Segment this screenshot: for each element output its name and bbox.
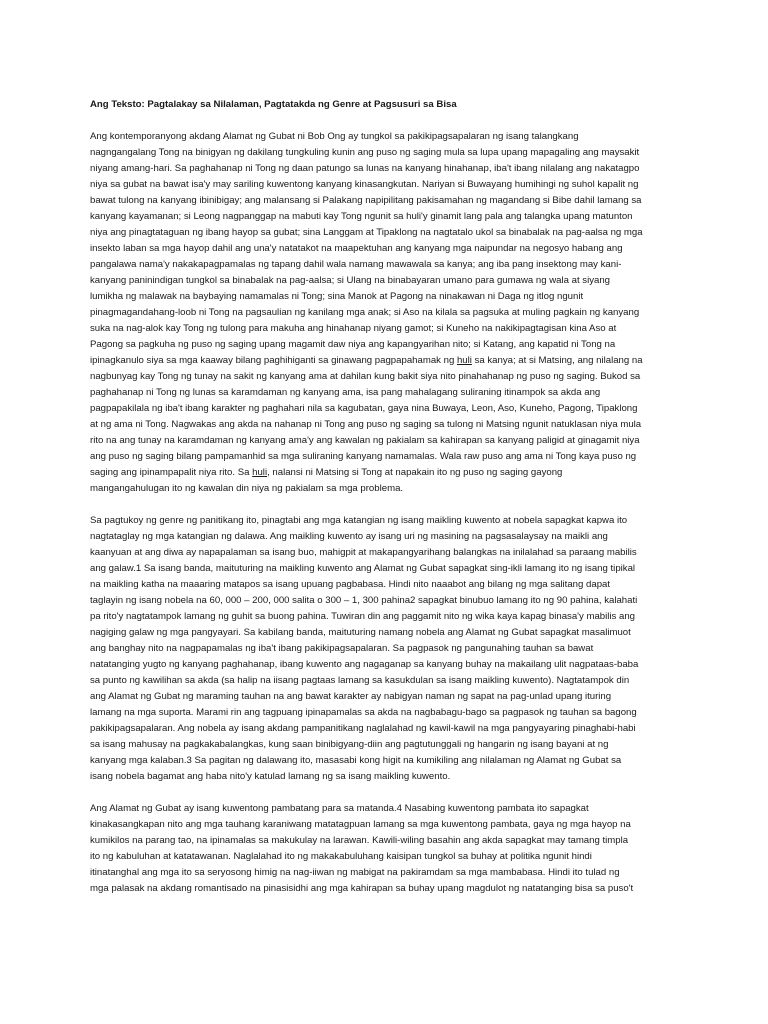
paragraph-line: nagbunyag kay Tong ng tunay na sakit ng kanyang ama at dahilan kung bakit siya nito pinahahanap ng puso ng saging. Bukod sa — [90, 371, 641, 382]
paragraph-line: pakikipagsapalaran. Ang nobela ay isang akdang pampanitikang naglalahad ng kawil-kawil na mga pangyayaring pinaghabi-habi — [90, 723, 636, 734]
paragraph-line: sa isang mahusay na pagkakabalangkas, kung saan binibigyang-diin ang pagtutunggali ng hangarin ng isang bayani at ng — [90, 739, 609, 750]
document-title: Ang Teksto: Pagtalakay sa Nilalaman, Pagtatakda ng Genre at Pagsusuri sa Bisa — [90, 99, 457, 110]
paragraph-line: niyang amang-hari. Sa paghahanap ni Tong ng daan patungo sa lunas na kanyang hinahanap, iba't ibang nilalang ang nakatagpo — [90, 163, 640, 174]
paragraph-line: ipinagkanulo siya sa mga kaaway bilang paghihiganti sa ginawang pagpapahamak ng huli sa kanya; at si Matsing, ang nilalang na — [90, 355, 643, 366]
paragraph-line: ang Alamat ng Gubat ng maraming tauhan na ang bawat karakter ay nabigyan naman ng sapat na pag-unlad upang ituring — [90, 691, 612, 702]
paragraph-line: nagtataglay ng mga katangian ng dalawa. Ang maikling kuwento ay isang uri ng masining na pagsasalaysay na maikli ang — [90, 531, 608, 542]
paragraph-line: ito ng kabuluhan at katatawanan. Naglalahad ito ng makakabuluhang kaisipan tungkol sa buhay at politika ngunit hindi — [90, 851, 592, 862]
paragraph-line: nagiging galaw ng mga pangyayari. Sa kabilang banda, maituturing namang nobela ang Alamat ng Gubat sapagkat masalimuot — [90, 627, 631, 638]
paragraph-line: pagpapakilala ng iba't ibang karakter ng paghahari nila sa kagubatan, gaya nina Buwaya, Leon, Aso, Kuneho, Pagong, Tipaklong — [90, 403, 638, 414]
paragraph-children-story — [90, 801, 695, 897]
paragraph-line: sa punto ng kawilihan sa akda (sa halip na iisang pagtaas lamang sa kasukdulan sa isang maikling kuwento). Nagtatampok din — [90, 675, 630, 686]
paragraph-line: ang galaw.1 Sa isang banda, maituturing na maikling kuwento ang Alamat ng Gubat sapagkat sing-ikli lamang ito ng isang tipikal — [90, 563, 636, 574]
paragraph-line: suka na nag-alok kay Tong ng tulong para makuha ang hinahanap niyang gamot; si Kuneho na nakikipagtagisan kina Aso at — [90, 323, 617, 334]
paragraph-line: Pagong sa pagkuha ng puso ng saging upang magamit daw niya ang kapangyarihan nito; si Katang, ang kapatid ni Tong na — [90, 339, 616, 350]
paragraph-genre — [90, 513, 695, 785]
paragraph-line: itinatanghal ang mga ito sa seryosong himig na nag-iiwan ng mabigat na pakiramdam sa mga mambabasa. Hindi ito tulad ng — [90, 867, 620, 878]
underlined-word: huli — [456, 355, 472, 366]
paragraph-line: kumikilos na parang tao, na ipinamalas sa makukulay na larawan. Kawili-wiling basahin ang akda sapagkat may tamang timpla — [90, 835, 629, 846]
paragraph-line: ang banghay nito na nagpapamalas ng iba't ibang pakikipagsapalaran. Sa pagpasok ng pangunahing tauhan sa bawat — [90, 643, 594, 654]
paragraph-line: at ng ama ni Tong. Nagwakas ang akda na nahanap ni Tong ang puso ng saging sa tulong ni Matsing ngunit natuklasan niya mula — [90, 419, 642, 430]
paragraph-line: kanyang paninindigan tungkol sa binabalak na pag-aalsa; si Ulang na binabayaran umano para gumawa ng wala at siyang — [90, 275, 611, 286]
paragraph-line: isang nobela bagamat ang haba nito'y katulad lamang ng sa isang maikling kuwento. — [90, 771, 451, 782]
paragraph-line: niya ang pinagtataguan ng ibang hayop sa gubat; sina Langgam at Tipaklong na nagtatalo ukol sa binabalak na pag-aalsa ng mga — [90, 227, 643, 238]
paragraph-line: kanyang kayamanan; si Leong nagpanggap na mabuti kay Tong ngunit sa huli'y ginamit lang pala ang talangka upang matunton — [90, 211, 633, 222]
underlined-word: huli — [252, 467, 268, 478]
paragraph-line: nagngangalang Tong na binigyan ng dakilang tungkuling kunin ang puso ng saging mula sa lupa upang mapagaling ang maysakit — [90, 147, 640, 158]
paragraph-line: pa rito'y nagtatampok lamang ng guhit sa buong pahina. Tuwiran din ang paggamit nito ng wika kaya kapag binasa'y mabilis ang — [90, 611, 635, 622]
paragraph-line: na maikling katha na maaaring matapos sa isang upuang pagbabasa. Hindi nito naaabot ang bilang ng mga salitang dapat — [90, 579, 611, 590]
paragraph-line: niya sa gubat na bawat isa'y may sariling kuwentong kanyang kinasangkutan. Nariyan si Buwayang humihingi ng suhol kapalit ng — [90, 179, 639, 190]
paragraph-line: Ang Alamat ng Gubat ay isang kuwentong pambatang para sa matanda.4 Nasabing kuwentong pambata ito sapagkat — [90, 803, 589, 814]
document-body — [90, 97, 695, 913]
paragraph-line: insekto laban sa mga hayop dahil ang una'y natatakot na maapektuhan ang kanyang mga naipundar na negosyo habang ang — [90, 243, 623, 254]
paragraph-line: taglayin ng isang nobela na 60, 000 – 200, 000 salita o 300 – 1, 300 pahina2 sapagkat binubuo lamang ito ng 90 pahina, kalahati — [90, 595, 638, 606]
paragraph-line: rito na ang tunay na karamdaman ng kanyang ama'y ang kawalan ng pakialam sa kahirapan sa kanyang paligid at ginagamit niya — [90, 435, 640, 446]
paragraph-line: mangangahulugan ito ng kawalan din niya ng pakialam sa mga problema. — [90, 483, 404, 494]
paragraph-line: mga palasak na akdang romantisado na pinasisidhi ang mga kahirapan sa buhay upang magdulot ng natatanging bisa sa puso't — [90, 883, 634, 894]
paragraph-line: pangalawa nama'y nakakapagpamalas ng tapang dahil wala namang mawawala sa kanya; ang iba pang insektong may kani- — [90, 259, 622, 270]
paragraph-line: ang puso ng saging bilang pampamanhid sa mga suliraning kanyang namamalas. Wala raw puso ang ama ni Tong kaya puso ng — [90, 451, 637, 462]
paragraph-line: lamang na mga suporta. Marami rin ang tagpuang ipinapamalas sa akda na nagbabagu-bago sa pagpasok ng tauhan sa bagong — [90, 707, 637, 718]
paragraph-line: pinagmagandahang-loob ni Tong na pagsaulian ng kanilang mga anak; si Aso na kilala sa pagsuka at muling pagkain ng kanyang — [90, 307, 640, 318]
paragraph-line: kanyang mga kalaban.3 Sa pagitan ng dalawang ito, masasabi kong higit na kumikiling ang nilalaman ng Alamat ng Gubat sa — [90, 755, 622, 766]
paragraph-line: lumikha ng malawak na baybaying namamalas ni Tong; sina Manok at Pagong na ninakawan ni Daga ng itlog ngunit — [90, 291, 584, 302]
paragraph-line: Sa pagtukoy ng genre ng panitikang ito, pinagtabi ang mga katangian ng isang maikling kuwento at nobela sapagkat kapwa ito — [90, 515, 628, 526]
paragraph-line: saging ang ipinampapalit niya rito. Sa huli, nalansi ni Matsing si Tong at napakain ito ng puso ng saging gayong — [90, 467, 563, 478]
paragraph-line: bawat tulong na kanyang ibinibigay; ang malansang si Palakang napipilitang pakisamahan ng magandang si Bibe dahil lamang sa — [90, 195, 642, 206]
paragraph-line: paghahanap ni Tong ng lunas sa karamdaman ng kanyang ama, isa pang mahalagang suliraning itinampok sa akda ang — [90, 387, 601, 398]
paragraph-line: kaanyuan at ang diwa ay napapalaman sa isang buo, mahigpit at makapangyarihang balangkas na inilalahad sa paraang mabilis — [90, 547, 637, 558]
paragraph-line: kinakasangkapan nito ang mga tauhang karaniwang matatagpuan lamang sa mga kuwentong pambata, gaya ng mga hayop na — [90, 819, 631, 830]
paragraph-line: natatanging yugto ng kanyang paghahanap, ibang kuwento ang nagaganap sa kanyang buhay na makailang ulit nagpataas-baba — [90, 659, 639, 670]
paragraph-line: Ang kontemporanyong akdang Alamat ng Gubat ni Bob Ong ay tungkol sa pakikipagsapalaran ng isang talangkang — [90, 131, 579, 142]
paragraph-synopsis — [90, 129, 695, 497]
